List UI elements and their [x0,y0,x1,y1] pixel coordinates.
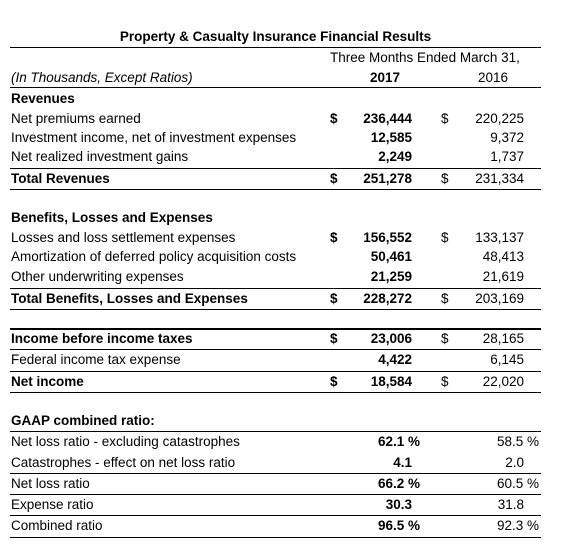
rule [10,392,541,393]
income-before-taxes-2016: 28,165 [482,331,524,346]
rule [10,473,541,474]
row-label: Net premiums earned [11,111,141,126]
tax-expense-2017: 4,422 [378,352,412,367]
rule [10,431,541,432]
dollar-sign: $ [441,230,449,245]
ratio-label: Catastrophes - effect on net loss ratio [11,455,236,470]
value-2016: 1,737 [490,149,524,164]
tax-expense-2016: 6,145 [490,352,524,367]
ratio-2017: 96.5 % [377,518,420,533]
total-revenues-2016: 231,334 [475,171,524,186]
rule [10,189,541,190]
value-2017: 21,259 [370,269,412,284]
ratio-2017: 4.1 [393,455,412,470]
value-2016: 9,372 [490,130,524,145]
value-2017: 156,552 [363,230,412,245]
table-title: Property & Casualty Insurance Financial Results [119,29,432,44]
value-2017: 2,249 [378,149,412,164]
header-rule [10,87,541,88]
dollar-sign: $ [441,374,449,389]
dollar-sign: $ [441,171,449,186]
value-2016: 48,413 [482,249,524,264]
rule [10,288,541,289]
total-benefits-2017: 228,272 [363,291,412,306]
row-label: Other underwriting expenses [11,269,184,284]
gaap-heading: GAAP combined ratio: [11,413,155,428]
dollar-sign: $ [441,291,449,306]
rule [10,349,541,350]
rule [10,328,541,330]
row-label: Net realized investment gains [11,149,189,164]
ratio-2016: 60.5 % [496,476,539,491]
tax-expense-label: Federal income tax expense [11,352,181,367]
value-2017: 50,461 [370,249,412,264]
ratio-2017: 66.2 % [377,476,420,491]
benefits-heading: Benefits, Losses and Expenses [11,210,213,225]
value-2016: 21,619 [482,269,524,284]
ratio-label: Net loss ratio - excluding catastrophes [11,434,240,449]
rule [10,537,541,538]
total-benefits-label: Total Benefits, Losses and Expenses [11,291,248,306]
value-2017: 12,585 [370,130,412,145]
ratio-2016: 58.5 % [496,434,539,449]
net-income-label: Net income [11,374,84,389]
total-revenues-label: Total Revenues [11,171,110,186]
row-label: Losses and loss settlement expenses [11,230,236,245]
rule [10,494,541,495]
ratio-label: Expense ratio [11,497,94,512]
dollar-sign: $ [441,331,449,346]
units-note: (In Thousands, Except Ratios) [11,70,193,85]
net-income-2016: 22,020 [482,374,524,389]
title-rule [10,47,541,48]
dollar-sign: $ [330,291,338,306]
dollar-sign: $ [330,331,338,346]
ratio-2017: 62.1 % [377,434,420,449]
year-2017-header: 2017 [369,70,400,85]
ratio-label: Net loss ratio [11,476,90,491]
total-benefits-2016: 203,169 [475,291,524,306]
value-2017: 236,444 [363,111,412,126]
dollar-sign: $ [330,111,338,126]
rule [10,309,541,310]
ratio-2016: 2.0 [505,455,524,470]
dollar-sign: $ [330,230,338,245]
rule [10,515,541,516]
total-revenues-2017: 251,278 [363,171,412,186]
ratio-2016: 31.8 [497,497,524,512]
ratio-2017: 30.3 [385,497,412,512]
ratio-2016: 92.3 % [496,518,539,533]
value-2016: 133,137 [475,230,524,245]
value-2016: 220,225 [475,111,524,126]
period-header: Three Months Ended March 31, [330,50,520,65]
ratio-label: Combined ratio [11,518,103,533]
income-before-taxes-2017: 23,006 [370,331,412,346]
year-2016-header: 2016 [477,70,508,85]
revenues-heading: Revenues [11,91,75,106]
row-label: Amortization of deferred policy acquisition costs [11,249,297,264]
dollar-sign: $ [330,171,338,186]
net-income-2017: 18,584 [370,374,412,389]
row-label: Investment income, net of investment expenses [11,130,297,145]
dollar-sign: $ [441,111,449,126]
dollar-sign: $ [330,374,338,389]
rule [10,168,541,169]
rule [10,371,541,372]
income-before-taxes-label: Income before income taxes [11,331,193,346]
